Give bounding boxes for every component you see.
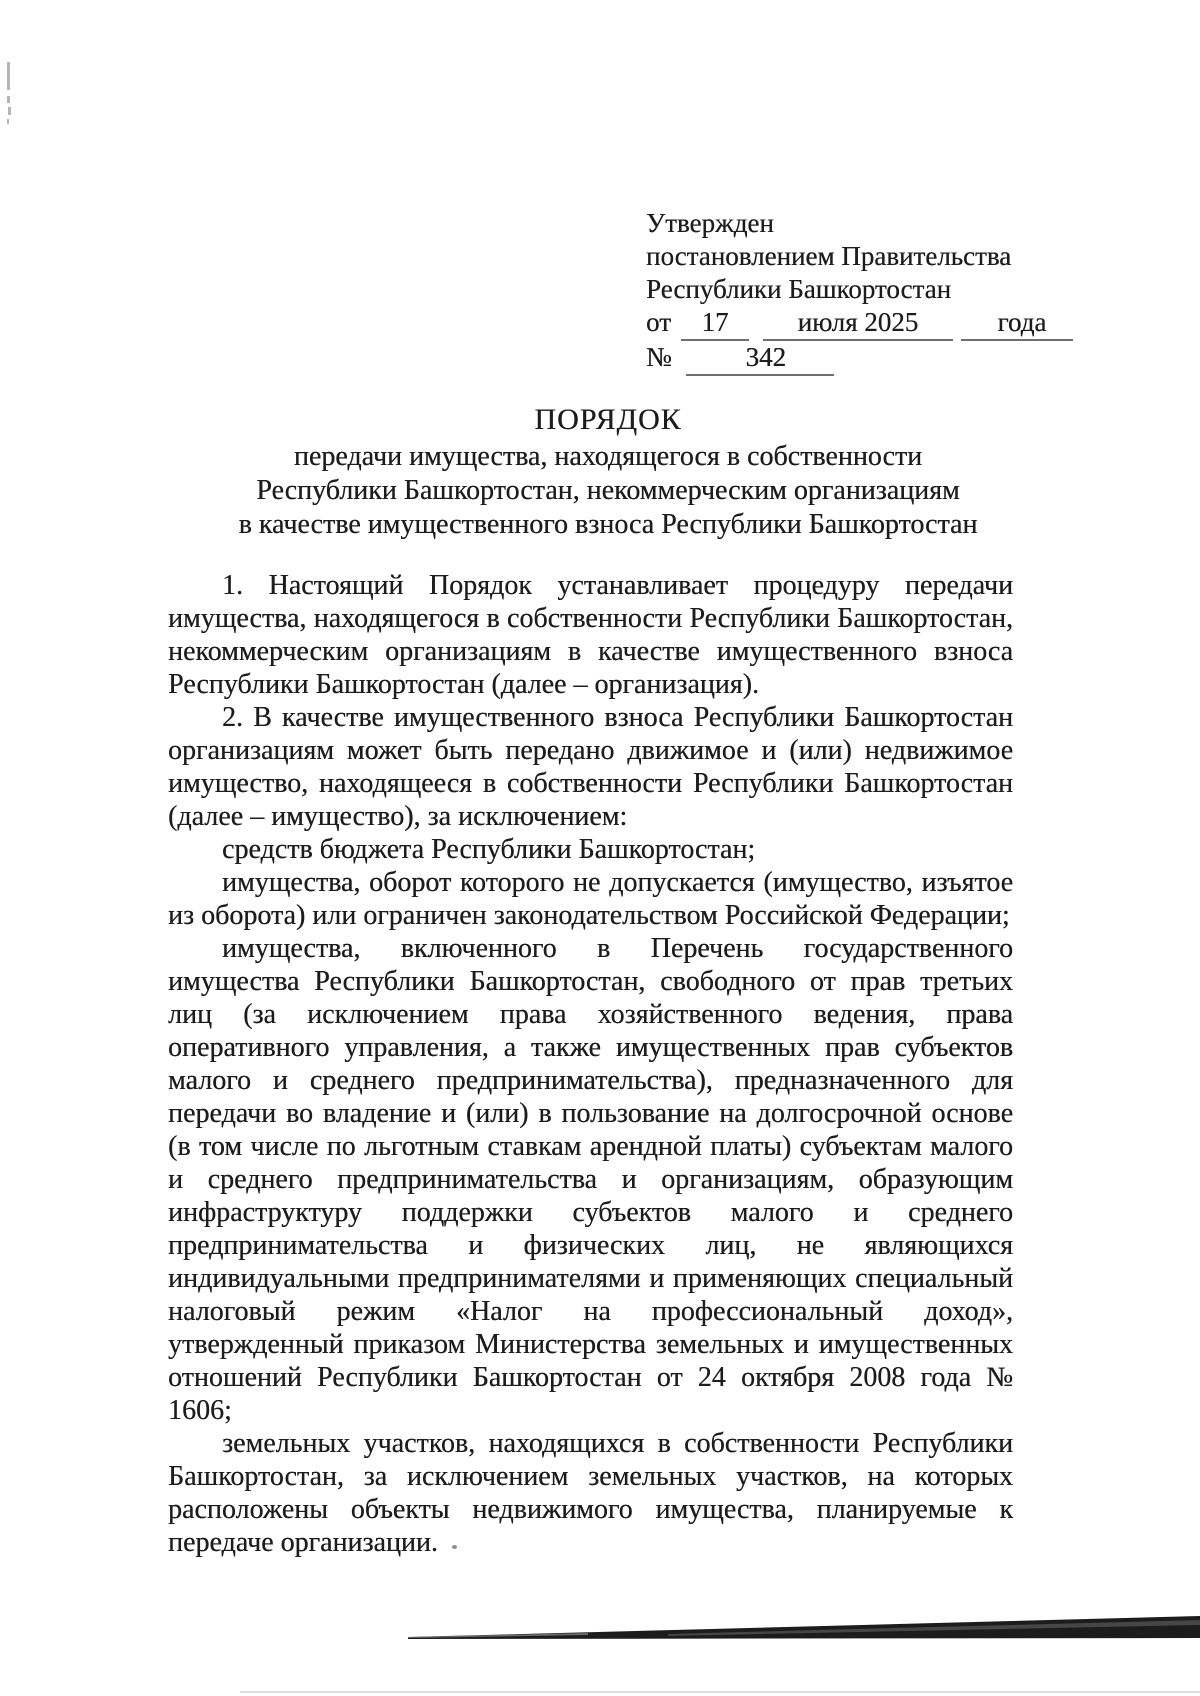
- bottom-edge-artifact: [240, 1691, 1200, 1693]
- date-prefix: от: [646, 307, 671, 337]
- date-year-word: года: [961, 306, 1073, 341]
- number-sign: №: [646, 342, 672, 372]
- title-line-1: передачи имущества, находящегося в собственности: [293, 441, 923, 472]
- approval-date-line: [646, 306, 1073, 341]
- title-line-3: в качестве имущественного взноса Республики Башкортостан: [238, 509, 978, 540]
- body-paragraph-4: имущества, оборот которого не допускается (имущество, изъятое из оборота) или ограничен законодательством Российской Федерации;: [168, 867, 1013, 931]
- body-paragraph-3: средств бюджета Республики Башкортостан;: [222, 834, 756, 865]
- body-paragraph-5: имущества, включенного в Перечень государственного имущества Республики Башкортостан, свободного от прав третьих лиц (за исключением права хозяйственного ведения, права оперативного управления, а также имущественных прав субъектов малого и среднего предпринимательства), предназначенного для передачи во владение и (или) в пользование на долгосрочной основе (в том числе по льготным ставкам арендной платы) субъектам малого и среднего предпринимательства и организациям, образующим инфраструктуру поддержки субъектов малого и среднего предпринимательства и физических лиц, не являющихся индивидуальными предпринимателями и применяющих специальный налоговый режим «Налог на профессиональный доход», утвержденный приказом Министерства земельных и имущественных отношений Республики Башкортостан от 24 октября 2008 года № 1606;: [168, 933, 1013, 1426]
- approval-block: [646, 207, 1073, 376]
- document-title: [168, 403, 1048, 542]
- margin-dash-artifact: [7, 96, 10, 103]
- ink-speck-artifact: [452, 1545, 457, 1549]
- margin-line-artifact: [7, 62, 10, 90]
- title-line-2: Республики Башкортостан, некоммерческим организациям: [256, 475, 960, 506]
- scan-streak-artifact: [408, 1612, 1200, 1642]
- body-paragraph-2: 2. В качестве имущественного взноса Республики Башкортостан организациям может быть передано движимое и (или) недвижимое имущество, находящееся в собственности Республики Башкортостан (далее – имущество), за исключением:: [168, 702, 1013, 832]
- date-day-value: 17: [681, 306, 749, 341]
- body-paragraph-1: 1. Настоящий Порядок устанавливает процедуру передачи имущества, находящегося в собственности Республики Башкортостан, некоммерческим организациям в качестве имущественного взноса Республики Башкортостан (далее – организация).: [168, 570, 1013, 700]
- document-number-value: 342: [686, 341, 834, 376]
- approval-region-line: Республики Башкортостан: [646, 274, 952, 304]
- body-paragraph-6: земельных участков, находящихся в собственности Республики Башкортостан, за исключением земельных участков, на которых расположены объекты недвижимого имущества, планируемые к передаче организации.: [168, 1428, 1013, 1558]
- approval-authority-line: постановлением Правительства: [646, 241, 1012, 271]
- document-body: [168, 569, 1013, 1559]
- title-heading: ПОРЯДОК: [534, 403, 682, 436]
- approval-number-line: [646, 341, 1073, 376]
- approval-status-line: Утвержден: [646, 208, 774, 238]
- margin-dash-artifact: [8, 107, 11, 115]
- date-month-year-value: июля 2025: [763, 306, 953, 341]
- margin-dash-artifact: [7, 119, 9, 124]
